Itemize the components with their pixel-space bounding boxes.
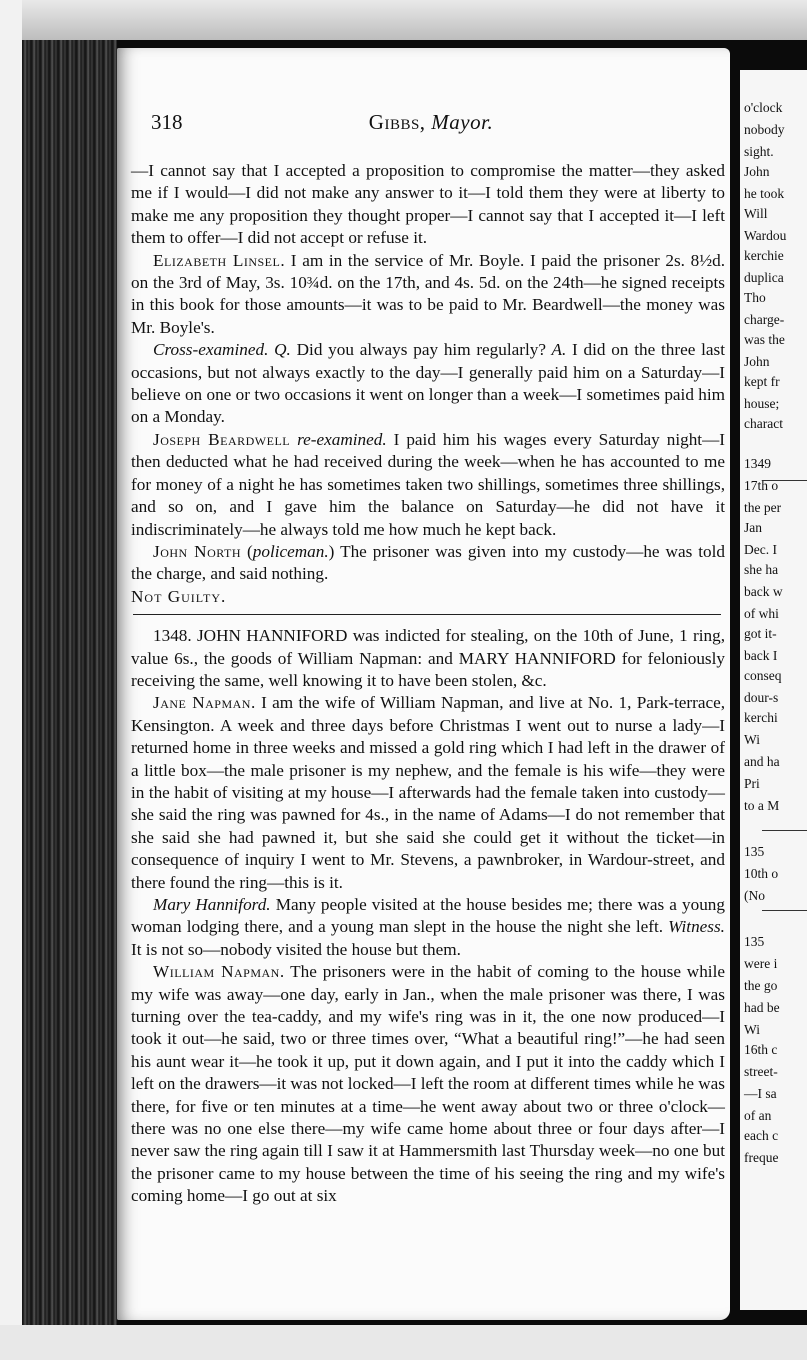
case-heading-1348: 1348. JOHN HANNIFORD was indicted for stealing, on the 10th of June, 1 ring, value 6s., the goods of William Napman: and MARY HANNIFORD for feloniously receiving the same, well knowing it to have been stolen, &c.: [131, 626, 725, 690]
right-page-line: had be: [744, 1000, 780, 1015]
book-page-edges: [22, 40, 117, 1325]
right-page-line: was the: [744, 332, 785, 347]
running-head-title: Mayor.: [431, 110, 494, 134]
right-page-line: Pri: [744, 776, 760, 791]
right-page-line: and ha: [744, 754, 780, 769]
testimony-text: I am in the service of Mr. Boyle. I paid the prisoner 2s. 8½d. on the 3rd of May, 3s. 10¾d. on the 17th, and 4s. 5d. on the 24th—he signed receipts in this book for those amounts—it was to be paid to Mr. Beardwell—the money was Mr. Boyle's.: [131, 250, 725, 337]
right-page-line: charact: [744, 416, 783, 431]
right-page-line: nobody: [744, 122, 785, 137]
speaker-name: Jane Napman.: [153, 693, 256, 713]
right-page-line: 135: [744, 934, 765, 949]
right-page-line: —I sa: [744, 1086, 777, 1101]
right-page-line: of whi: [744, 606, 779, 621]
right-page-line: 135: [744, 844, 765, 859]
question-text: Did you always pay him regularly?: [290, 340, 546, 360]
right-page-line: the go: [744, 978, 778, 993]
paragraph-continuation: —I cannot say that I accepted a proposition to compromise the matter—they asked me if I would—I did not make any answer to it—I told them they were at liberty to make me any proposition they thought proper—I cannot say that I accepted it—I left them to offer—I did not accept or refuse it.: [131, 161, 725, 248]
testimony-john-north: [131, 541, 725, 586]
scan-bottom-margin: [0, 1325, 807, 1360]
question-marker: Q.: [268, 340, 291, 360]
testimony-text: The prisoner was given into my custody—he was told the charge, and said nothing.: [131, 541, 725, 584]
right-page-line: Tho: [744, 290, 766, 305]
right-page-line: kerchi: [744, 710, 778, 725]
statement-mary-hanniford: [131, 894, 725, 961]
testimony-jane-napman: [131, 692, 725, 894]
testimony-elizabeth-linsel: [131, 250, 725, 340]
right-page-line: back w: [744, 584, 783, 599]
right-page-line: back I: [744, 648, 778, 663]
right-page-line: sight.: [744, 144, 774, 159]
right-page-line: o'clock: [744, 100, 783, 115]
right-page-line: Wi: [744, 1022, 760, 1037]
right-page-line: he took: [744, 186, 785, 201]
right-page-divider: [762, 910, 807, 911]
right-page-line: kerchie: [744, 248, 784, 263]
testimony-text: The prisoners were in the habit of coming to the house while my wife was away—one day, early in Jan., when the male prisoner was there, I was turning over the tea-caddy, and my wife's ring was in it, the one now produced—I took it out—he said, two or three times over, “What a beautiful ring!”—he had seen his aunt wear it—he took it up, put it down again, and I put it into the caddy which I left on the drawers—it was not locked—I left the room at different times while he was there, for five or ten minutes at a time—he went away about two or three o'clock—there was no one else there—my wife came home about three or four days after—I never saw the ring again till I saw it at Hammersmith last Thursday week—no one but the prisoner came to my house between the time of his seeing the ring and my wife's coming home—I go out at six: [131, 962, 725, 1206]
right-page-line: John: [744, 164, 770, 179]
speaker-name: John North: [153, 541, 242, 561]
right-page-line: Wardou: [744, 228, 787, 243]
testimony-william-napman: [131, 961, 725, 1207]
scan-top-margin: [0, 0, 807, 40]
right-page-line: 17th o: [744, 478, 779, 493]
testimony-joseph-beardwell: [131, 429, 725, 541]
right-page-line: charge-: [744, 312, 785, 327]
case-divider: [133, 614, 721, 615]
right-page-line: got it-: [744, 626, 777, 641]
right-page-divider: [762, 830, 807, 831]
right-page-line: Jan: [744, 520, 762, 535]
right-page-line: kept fr: [744, 374, 780, 389]
right-page-line: dour-s: [744, 690, 779, 705]
answer-text: I did on the three last occasions, but not always exactly to the day—I generally paid him on a Saturday—I believe on one or two occasions it went on longer than a week—I sometimes paid him on a Monday.: [131, 340, 725, 427]
answer-marker: A.: [546, 340, 567, 360]
page-header: [141, 110, 721, 144]
right-page-line: street-: [744, 1064, 778, 1079]
speaker-name: Elizabeth Linsel.: [153, 250, 286, 270]
left-page: [117, 48, 730, 1320]
page-body: [131, 160, 725, 1208]
right-page-line: the per: [744, 500, 782, 515]
witness-reply: It is not so—nobody visited the house but them.: [131, 939, 461, 959]
verdict: Not Guilty.: [131, 586, 227, 606]
right-page-line: conseq: [744, 668, 782, 683]
paren-open: (: [241, 541, 253, 561]
testimony-text: I paid him his wages every Saturday night—I then deducted what he had received during the week—when he has accounted to me for money of a night he has sometimes taken two shillings, sometimes three shillings, and so on, and I gave him the balance on Saturday—he did not have it indiscriminately—he always told me how much he kept back.: [131, 429, 725, 539]
right-page-line: Will: [744, 206, 768, 221]
paren-close: ): [328, 541, 335, 561]
witness-label: Witness.: [663, 917, 725, 937]
scan-left-margin: [0, 0, 22, 1360]
examination-label: re-examined.: [290, 429, 387, 449]
testimony-text: I am the wife of William Napman, and live at No. 1, Park-terrace, Kensington. A week and three days before Christmas I went out to nurse a lady—I returned home in three weeks and missed a gold ring which I had left in the drawer of a little box—the male prisoner is my nephew, and the female is his wife—they were in the habit of visiting at my house—I afterwards had the female taken into custody—she said the ring was pawned for 4s., in the name of Adams—I do not remember that she said she had pawned it, but she said she could get it without the ticket—in consequence of inquiry I went to Mr. Stevens, a pawnbroker, in Wardour-street, and there found the ring—this is it.: [131, 693, 726, 892]
right-page-line: of an: [744, 1108, 772, 1123]
right-page-line: each c: [744, 1128, 779, 1143]
right-page-line: freque: [744, 1150, 779, 1165]
right-page-line: duplica: [744, 270, 784, 285]
running-head-name: Gibbs,: [368, 110, 426, 134]
right-page-line: to a M: [744, 798, 780, 813]
right-page-line: 1349: [744, 456, 771, 471]
page-number: 318: [151, 110, 183, 134]
right-page-line: she ha: [744, 562, 779, 577]
right-page-fragment: [740, 70, 807, 1310]
speaker-name: William Napman.: [153, 962, 285, 982]
speaker-name: Mary Hanniford.: [153, 895, 271, 914]
running-head: [141, 110, 721, 135]
right-page-line: (No: [744, 888, 765, 903]
examination-label: Cross-examined.: [153, 340, 269, 360]
right-page-divider: [762, 480, 807, 481]
right-page-line: Dec. I: [744, 542, 777, 557]
speaker-role: policeman.: [252, 541, 329, 561]
right-page-line: John: [744, 354, 770, 369]
speaker-name: Joseph Beardwell: [153, 429, 291, 449]
right-page-line: Wi: [744, 732, 760, 747]
cross-examination: [131, 339, 725, 429]
right-page-line: were i: [744, 956, 778, 971]
right-page-line: 10th o: [744, 866, 779, 881]
right-page-line: house;: [744, 396, 780, 411]
right-page-line: 16th c: [744, 1042, 778, 1057]
statement-text: Many people visited at the house besides me; there was a young woman lodging there, and a young man slept in the house the night she left.: [131, 895, 725, 937]
